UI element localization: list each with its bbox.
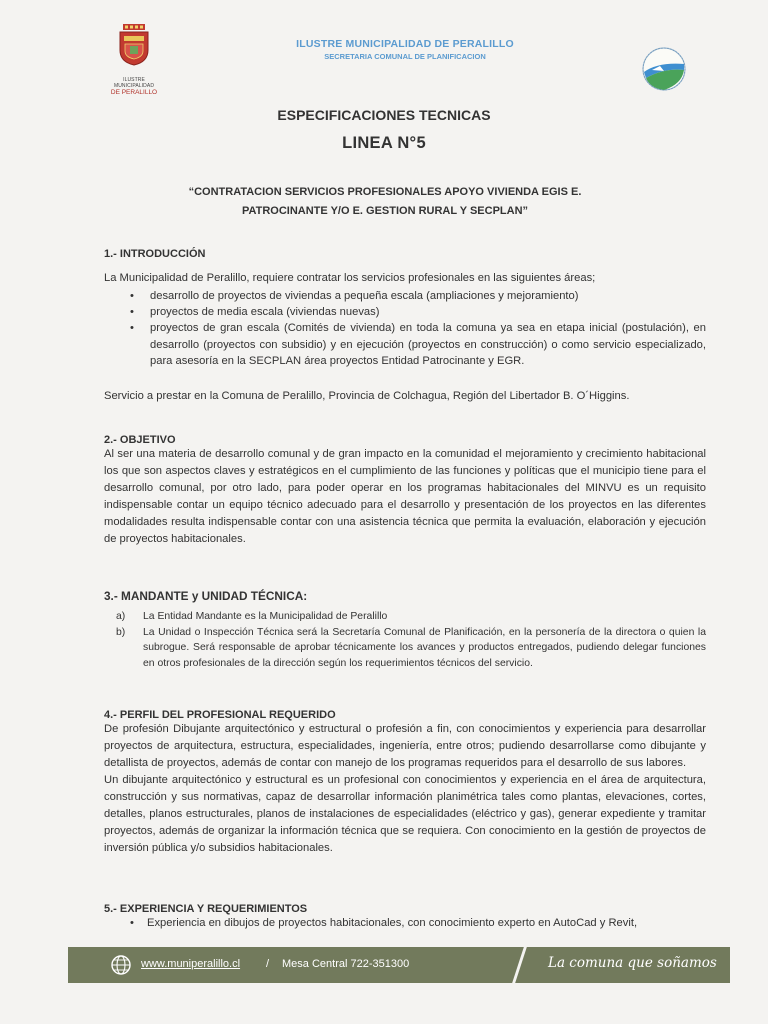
section-heading: 1.- INTRODUCCIÓN — [104, 248, 206, 260]
section-introduction — [104, 248, 706, 405]
list-text: La Entidad Mandante es la Municipalidad de Peralillo — [143, 611, 388, 622]
logo-caption: ILUSTRE MUNICIPALIDAD — [113, 77, 155, 89]
section-paragraph: La Municipalidad de Peralillo, requiere contratar los servicios profesionales en las siguientes áreas; — [104, 272, 596, 284]
document-line-number: LINEA N°5 — [342, 134, 426, 152]
area-list — [104, 288, 706, 369]
phone-number: Mesa Central 722-351300 — [282, 958, 410, 970]
section-paragraph: Al ser una materia de desarrollo comunal y de gran impacto en la comunidad el mejoramiento y crecimiento habitacional los que son aspectos claves y estratégicos en el cumplimiento de las funciones y políticas que el municipio tiene para el desarrollo comunal, por otro lado, para poder operar en los programas habitacionales del MINVU es un requisito indispensable contar un equipo técnico adecuado para el desarrollo y presentación de los proyectos en las diferentes modalidades resulta indispensable contar con una asistencia técnica que permita la evaluación, elaboración y ejecución de proyectos habitacionales. — [104, 448, 706, 545]
section-heading: 5.- EXPERIENCIA Y REQUERIMIENTOS — [104, 903, 308, 915]
municipal-logo — [104, 24, 164, 97]
footer-divider — [512, 945, 528, 985]
certification-badge-icon — [634, 44, 694, 94]
globe-icon — [110, 954, 132, 976]
footer-separator: / — [266, 958, 270, 970]
project-name: “CONTRATACION SERVICIOS PROFESIONALES APOYO VIVIENDA EGIS E. PATROCINANTE Y/O E. GESTION RURAL Y SECPLAN” — [188, 186, 582, 217]
section-experience — [104, 903, 706, 931]
section-heading: 3.- MANDANTE y UNIDAD TÉCNICA: — [104, 589, 308, 603]
list-item: • Experiencia en dibujos de proyectos habitacionales, con conocimiento experto en AutoCad y Revit, — [104, 915, 706, 931]
letterhead — [230, 38, 580, 61]
footer-band — [68, 947, 730, 983]
organization-title: ILUSTRE MUNICIPALIDAD DE PERALILLO — [296, 38, 514, 50]
section-mandante — [104, 589, 706, 671]
section-heading: 4.- PERFIL DEL PROFESIONAL REQUERIDO — [104, 709, 336, 721]
section-objective — [104, 434, 706, 548]
section-profile — [104, 709, 706, 857]
document-title: ESPECIFICACIONES TECNICAS — [277, 107, 491, 123]
list-marker: a) — [116, 611, 126, 622]
list-text: La Unidad o Inspección Técnica será la Secretaría Comunal de Planificación, en la personería de la directora o quien la subrogue. Será responsable de aprobar técnicamente los avances y productos entregados, pudiendo delegar funciones en otros profesionales de la dirección según los requerimientos técnicos del servicio. — [143, 626, 706, 669]
list-item — [104, 609, 706, 625]
coat-of-arms-icon — [117, 24, 151, 66]
website-link[interactable]: www.muniperalillo.cl — [141, 958, 241, 970]
list-item — [104, 625, 706, 672]
footer-slogan: La comuna que soñamos — [548, 955, 717, 971]
logo-caption-red: DE PERALILLO — [110, 89, 158, 96]
list-item: • desarrollo de proyectos de viviendas a pequeña escala (ampliaciones y mejoramiento) — [104, 288, 706, 304]
section-paragraph: Un dibujante arquitectónico y estructural es un profesional con conocimientos y experiencia en el área de arquitectura, construcción y sus normativas, capaz de desarrollar información planimétrica tales como plantas, elevaciones, cortes, detalles, planos estructurales, planos de instalaciones de especialidades (eléctrico y gas), generar expediente y tramitar proyectos, además de organizar la información técnica que se requiera. Con conocimiento en la gestión de proyectos de inversión pública y/o subsidios habitacionales. — [104, 774, 706, 854]
section-paragraph: De profesión Dibujante arquitectónico y estructural o profesión a fin, con conocimientos y experiencia para desarrollar proyectos de arquitectura, estructura, especialidades, ingeniería, entre otros; pudiendo desarrollarse como dibujante y detallista de proyectos, además de contar con manejo de los programas requeridos para el desarrollo de sus labores. — [104, 723, 706, 769]
mandante-list — [104, 609, 706, 671]
requirements-list — [104, 915, 706, 931]
section-heading: 2.- OBJETIVO — [104, 434, 176, 446]
list-marker: b) — [116, 626, 126, 638]
service-location: Servicio a prestar en la Comuna de Peralillo, Provincia de Colchagua, Región del Libertador B. O´Higgins. — [104, 390, 630, 403]
organization-subtitle: SECRETARIA COMUNAL DE PLANIFICACION — [324, 52, 486, 61]
list-item: • proyectos de media escala (viviendas nuevas) — [104, 304, 706, 320]
list-item: • proyectos de gran escala (Comités de vivienda) en toda la comuna ya sea en etapa inicial (postulación), en desarrollo (proyectos con subsidio) y en ejecución (proyectos en construcción) o como servicio especializado, para asesoría en la SECPLAN área proyectos Entidad Patrocinante y EGR. — [104, 320, 706, 369]
